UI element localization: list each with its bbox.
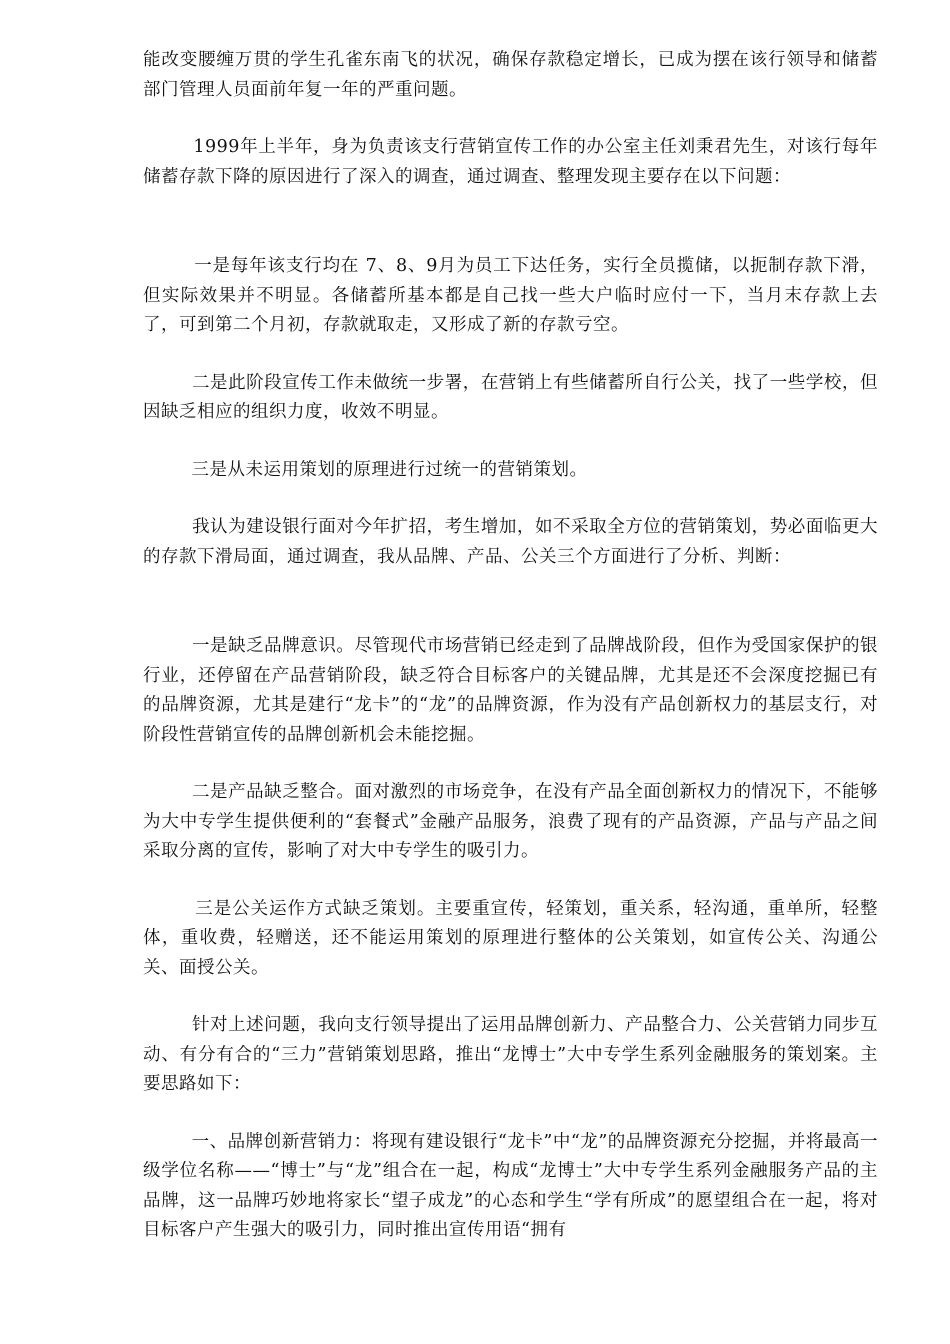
paragraph-6: 我认为建设银行面对今年扩招，考生增加，如不采取全方位的营销策划，势必面临更大的存款下滑局面，通过调查，我从品牌、产品、公关三个方面进行了分析、判断： [143, 517, 878, 567]
document-page [143, 46, 878, 1246]
paragraph-9: 三是公关运作方式缺乏策划。主要重宣传，轻策划，重关系，轻沟通，重单所，轻整体，重收费，轻赠送，还不能运用策划的原理进行整体的公关策划，如宣传公关、沟通公关、面授公关。 [143, 898, 878, 978]
paragraph-7: 一是缺乏品牌意识。尽管现代市场营销已经走到了品牌战阶段，但作为受国家保护的银行业，还停留在产品营销阶段，缺乏符合目标客户的关键品牌，尤其是还不会深度挖掘已有的品牌资源，尤其是建行“龙卡”的“龙”的品牌资源，作为没有产品创新权力的基层支行，对阶段性营销宣传的品牌创新机会未能挖掘。 [143, 636, 878, 745]
paragraph-5: 三是从未运用策划的原理进行过统一的营销策划。 [143, 459, 588, 480]
paragraph-3: 一是每年该支行均在 7、8、9月为员工下达任务，实行全员揽储，以扼制存款下滑，但实际效果并不明显。各储蓄所基本都是自己找一些大户临时应付一下，当月末存款上去了，可到第二个月初，存款就取走，又形成了新的存款亏空。 [143, 256, 878, 335]
paragraph-8: 二是产品缺乏整合。面对激烈的市场竞争，在没有产品全面创新权力的情况下，不能够为大中专学生提供便利的“套餐式”金融产品服务，浪费了现有的产品资源，产品与产品之间采取分离的宣传，影响了对大中专学生的吸引力。 [143, 782, 878, 861]
paragraph-1: 能改变腰缠万贯的学生孔雀东南飞的状况，确保存款稳定增长，已成为摆在该行领导和储蓄部门管理人员面前年复一年的严重问题。 [143, 50, 878, 100]
paragraph-4: 二是此阶段宣传工作未做统一步署，在营销上有些储蓄所自行公关，找了一些学校，但因缺乏相应的组织力度，收效不明显。 [143, 372, 878, 422]
paragraph-2: 1999年上半年，身为负责该支行营销宣传工作的办公室主任刘秉君先生，对该行每年储蓄存款下降的原因进行了深入的调查，通过调查、整理发现主要存在以下问题： [143, 137, 878, 187]
paragraph-10: 针对上述问题，我向支行领导提出了运用品牌创新力、产品整合力、公关营销力同步互动、有分有合的“三力”营销策划思路，推出“龙博士”大中专学生系列金融服务的策划案。主要思路如下： [143, 1015, 878, 1094]
paragraph-11: 一、品牌创新营销力：将现有建设银行“龙卡”中“龙”的品牌资源充分挖掘，并将最高一级学位名称——“博士”与“龙”组合在一起，构成“龙博士”大中专学生系列金融服务产品的主品牌，这一品牌巧妙地将家长“望子成龙”的心态和学生“学有所成”的愿望组合在一起，将对目标客户产生强大的吸引力，同时推出宣传用语“拥有 [143, 1131, 878, 1240]
